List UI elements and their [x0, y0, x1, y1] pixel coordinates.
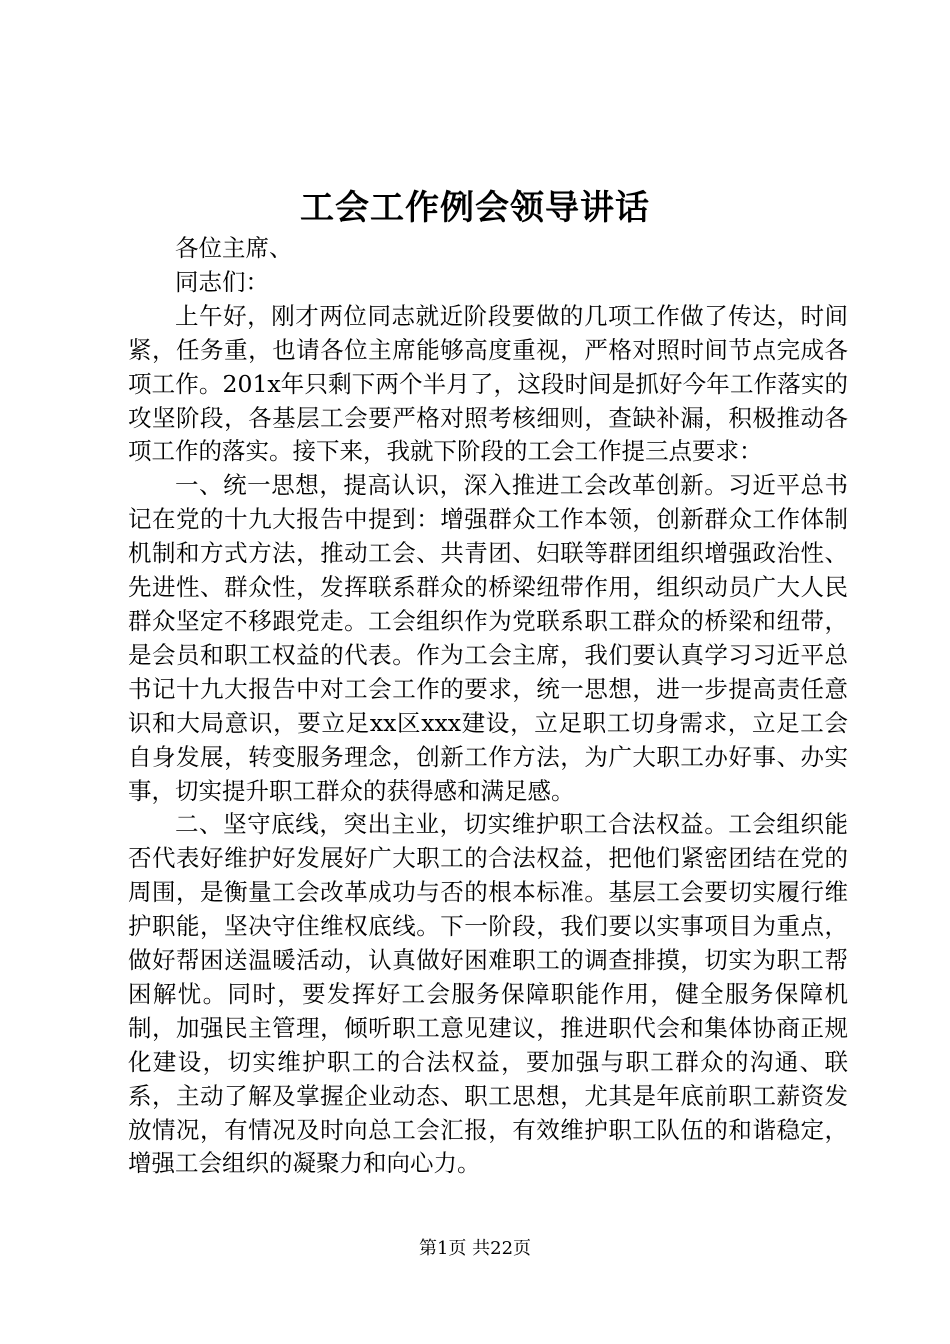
salutation-line: 同志们：: [175, 267, 269, 296]
body-paragraph: 一、统一思想，提高认识，深入推进工会改革创新。习近平总书记在党的十九大报告中提到：增强群众工作本领，创新群众工作体制机制和方式方法，推动工会、共青团、妇联等群团组织增强政治性、先进性、群众性，发挥联系群众的桥梁纽带作用，组织动员广大人民群众坚定不移跟党走。工会组织作为党联系职工群众的桥梁和纽带，是会员和职工权益的代表。作为工会主席，我们要认真学习习近平总书记十九大报告中对工会工作的要求，统一思想，进一步提高责任意识和大局意识，要立足xx区xxx建设，立足职工切身需求，立足工会自身发展，转变服务理念，创新工作方法，为广大职工办好事、办实事，切实提升职工群众的获得感和满足感。: [128, 471, 848, 805]
page-number: 第1页 共22页: [418, 1238, 532, 1259]
document-title: 工会工作例会领导讲话: [300, 188, 650, 228]
body-paragraph: 上午好，刚才两位同志就近阶段要做的几项工作做了传达，时间紧，任务重，也请各位主席能够高度重视，严格对照时间节点完成各项工作。201x年只剩下两个半月了，这段时间是抓好今年工作落实的攻坚阶段，各基层工会要严格对照考核细则，查缺补漏，积极推动各项工作的落实。接下来，我就下阶段的工会工作提三点要求：: [128, 301, 848, 466]
salutation-line: 各位主席、: [175, 234, 293, 262]
body-paragraph: 二、坚守底线，突出主业，切实维护职工合法权益。工会组织能否代表好维护好发展好广大职工的合法权益，把他们紧密团结在党的周围，是衡量工会改革成功与否的根本标准。基层工会要切实履行维护职能，坚决守住维权底线。下一阶段，我们要以实事项目为重点，做好帮困送温暖活动，认真做好困难职工的调查排摸，切实为职工帮困解忧。同时，要发挥好工会服务保障职能作用，健全服务保障机制，加强民主管理，倾听职工意见建议，推进职代会和集体协商正规化建设，切实维护职工的合法权益，要加强与职工群众的沟通、联系，主动了解及掌握企业动态、职工思想，尤其是年底前职工薪资发放情况，有情况及时向总工会汇报，有效维护职工队伍的和谐稳定，增强工会组织的凝聚力和向心力。: [128, 810, 848, 1178]
document-body: [128, 232, 848, 1181]
